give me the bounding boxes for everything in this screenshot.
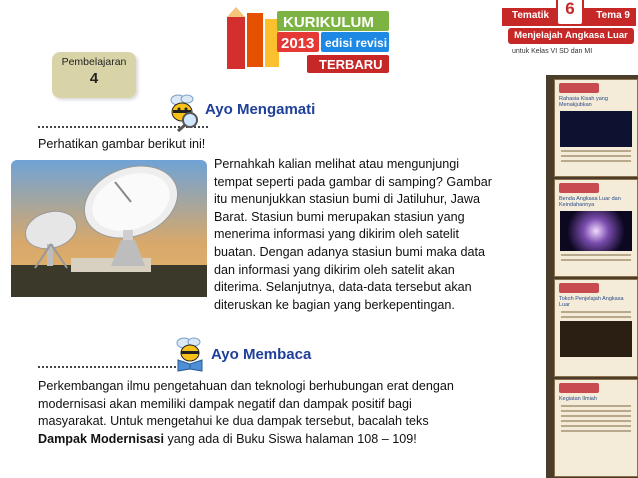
paragraph-line: masyarakat. Untuk mengetahui ke dua dampak tersebut, bacalah teks xyxy=(38,414,429,429)
banner-subtitle: Menjelajah Angkasa Luar xyxy=(508,28,634,44)
paragraph-line: Pernahkah kalian melihat atau mengunjungi xyxy=(214,157,460,171)
page-thumbnail xyxy=(554,79,638,177)
book-pages-preview xyxy=(546,75,638,478)
paragraph-line: diterima. Selanjutnya, data-data tersebut akan xyxy=(214,280,472,295)
section-divider xyxy=(38,366,188,368)
thumbnail-title: Tokoh Penjelajah Angkasa Luar xyxy=(559,296,624,308)
banner-grade-number: 6 xyxy=(556,0,584,26)
starfield-image xyxy=(560,111,632,147)
kurikulum-logo xyxy=(225,5,395,80)
paragraph-line: buatan. Dengan adanya stasiun bumi maka data xyxy=(214,244,485,259)
paragraph-line: menerima informasi yang dikirim oleh satelit xyxy=(214,227,459,242)
galaxy-image xyxy=(560,211,632,251)
portrait-image xyxy=(560,321,632,357)
book-banner xyxy=(500,0,638,60)
banner-tematik: Tematik xyxy=(512,10,550,21)
ayo-membaca-title: Ayo Membaca xyxy=(211,346,312,363)
banner-tema: Tema 9 xyxy=(596,10,630,21)
lesson-tab xyxy=(52,52,136,98)
paragraph-line: tempat seperti pada gambar di samping? Gambar xyxy=(214,174,492,189)
page-thumbnail xyxy=(554,179,638,277)
mengamati-paragraph xyxy=(214,156,544,314)
logo-edisi-text: edisi revisi xyxy=(325,36,388,50)
page-thumbnail xyxy=(554,279,638,377)
thumbnail-title: Kegiatan Ilmiah xyxy=(559,396,597,402)
paragraph-line: dan informasi yang dikirim oleh satelit akan xyxy=(214,262,455,277)
membaca-paragraph xyxy=(38,378,548,448)
book-reference-rest: yang ada di Buku Siswa halaman 108 – 109! xyxy=(163,431,417,446)
page-thumbnail xyxy=(554,379,638,477)
paragraph-line: itu menunjukkan stasiun bumi di Jatiluhur, Jawa xyxy=(214,192,481,207)
thumbnail-title: Rahasia Kisah yang Menakjubkan xyxy=(559,96,608,108)
paragraph-line: Perkembangan ilmu pengetahuan dan teknologi berhubungan erat dengan xyxy=(38,379,454,393)
logo-terbaru-text: TERBARU xyxy=(319,57,383,72)
banner-for-class: untuk Kelas VI SD dan MI xyxy=(512,48,593,55)
logo-kurikulum-text: KURIKULUM xyxy=(283,14,374,31)
lesson-tab-number: 4 xyxy=(89,70,99,87)
instruction-text: Perhatikan gambar berikut ini! xyxy=(38,137,206,151)
paragraph-line: diteruskan ke bagian yang berkepentingan. xyxy=(214,297,455,312)
logo-year-text: 2013 xyxy=(281,35,315,52)
book-reference-title: Dampak Modernisasi xyxy=(38,431,164,446)
satellite-station-photo xyxy=(11,160,207,297)
bee-magnifier-icon xyxy=(162,92,206,132)
lesson-tab-label: Pembelajaran xyxy=(61,56,127,68)
paragraph-line: modernisasi akan memiliki dampak negatif dan dampak positif bagi xyxy=(38,396,412,411)
ayo-mengamati-title: Ayo Mengamati xyxy=(205,101,316,118)
paragraph-line: Barat. Stasiun bumi merupakan stasiun yang xyxy=(214,209,465,224)
bee-book-icon xyxy=(170,336,212,372)
paragraph-line xyxy=(38,431,548,449)
thumbnail-title: Benda Angkasa Luar dan Keindahannya xyxy=(559,196,621,208)
